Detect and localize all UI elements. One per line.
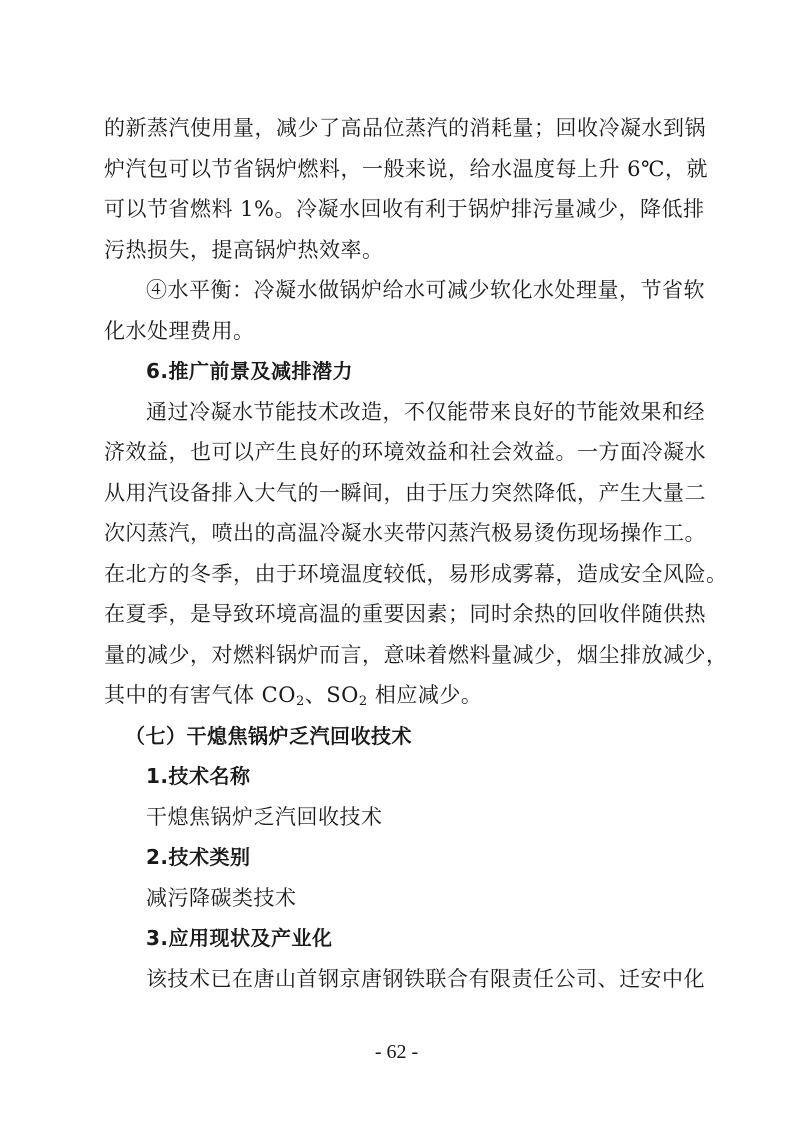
section-heading-cdq-boiler xyxy=(104,716,690,757)
text-line: 通过冷凝水节能技术改造，不仅能带来良好的节能效果和经 xyxy=(146,399,705,424)
text-line: 化水处理费用。 xyxy=(104,318,255,343)
paragraph-tech-name xyxy=(104,797,690,838)
section-heading-prospects xyxy=(104,351,690,392)
text-line: 该技术已在唐山首钢京唐钢铁联合有限责任公司、迁安中化 xyxy=(146,966,705,991)
text-segment: 其中的有害气体 CO xyxy=(104,683,296,707)
text-line: 从用汽设备排入大气的一瞬间，由于压力突然降低，产生大量二 xyxy=(104,480,706,505)
text-line: 次闪蒸汽，喷出的高温冷凝水夹带闪蒸汽极易烫伤现场操作工。 xyxy=(104,521,706,545)
text-line: 量的减少，对燃料锅炉而言，意味着燃料量减少，烟尘排放减少， xyxy=(104,642,728,667)
text-line: 炉汽包可以节省锅炉燃料，一般来说，给水温度每上升 6℃，就 xyxy=(104,156,709,181)
paragraph-condensate-benefits xyxy=(104,108,709,270)
text-line-emissions xyxy=(104,675,690,716)
heading-text: 2.技术类别 xyxy=(146,845,251,869)
paragraph-tech-category xyxy=(104,878,690,919)
heading-text: （七）干熄焦锅炉乏汽回收技术 xyxy=(125,723,412,748)
text-line: 可以节省燃料 1%。冷凝水回收有利于锅炉排污量减少，降低排 xyxy=(104,197,705,221)
section-heading-tech-name xyxy=(104,756,690,797)
text-segment: 、SO xyxy=(304,683,359,707)
subscript: 2 xyxy=(358,694,368,709)
text-line: 在北方的冬季，由于环境温度较低，易形成雾幕，造成安全风险。 xyxy=(104,561,728,586)
section-heading-application-status xyxy=(104,918,690,959)
text-line: 的新蒸汽使用量，减少了高品位蒸汽的消耗量；回收冷凝水到锅 xyxy=(104,116,706,140)
document-page xyxy=(104,108,728,999)
heading-text: 1.技术名称 xyxy=(146,764,251,788)
paragraph-prospects xyxy=(104,392,728,716)
heading-text: 3.应用现状及产业化 xyxy=(146,926,333,950)
heading-text: 6.推广前景及减排潜力 xyxy=(146,359,354,383)
text-line: 污热损失，提高锅炉热效率。 xyxy=(104,237,384,262)
text-line: 减污降碳类技术 xyxy=(146,885,297,910)
text-line: ④水平衡：冷凝水做锅炉给水可减少软化水处理量，节省软 xyxy=(146,278,705,302)
paragraph-application-status xyxy=(104,959,705,1000)
paragraph-water-balance xyxy=(104,270,705,351)
text-line: 济效益，也可以产生良好的环境效益和社会效益。一方面冷凝水 xyxy=(104,440,706,464)
text-line: 在夏季，是导致环境高温的重要因素；同时余热的回收伴随供热 xyxy=(104,602,706,626)
text-line: 干熄焦锅炉乏汽回收技术 xyxy=(146,804,383,829)
section-heading-tech-category xyxy=(104,837,690,878)
page-number: - 62 - xyxy=(374,1041,419,1063)
text-segment: 相应减少。 xyxy=(367,683,483,707)
subscript: 2 xyxy=(295,694,305,709)
